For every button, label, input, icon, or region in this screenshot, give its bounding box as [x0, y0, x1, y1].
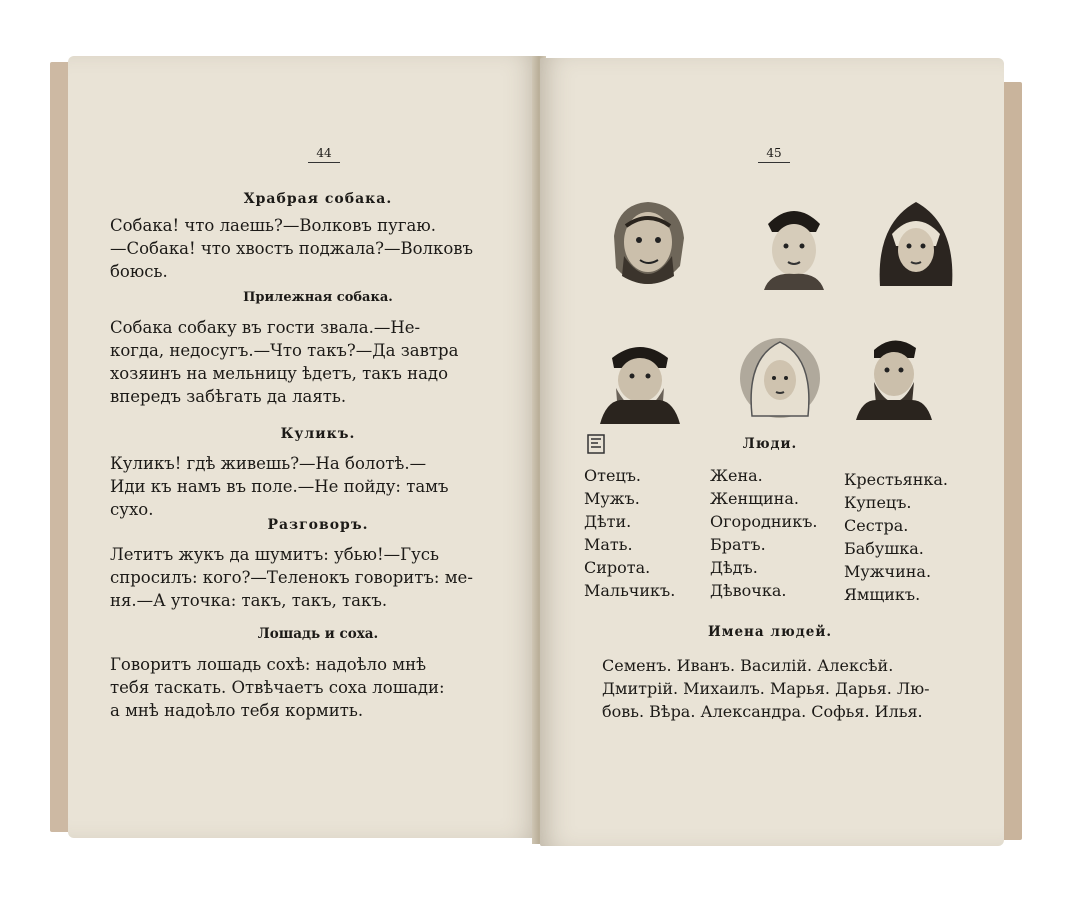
text-line: впередъ забѣгать да лаять. — [110, 387, 347, 406]
printer-ornament-icon — [586, 433, 608, 457]
section-title-names: Имена людей. — [707, 624, 833, 640]
story-text — [110, 653, 510, 722]
word-item: Огородникъ. — [710, 512, 818, 531]
word-item: Дѣти. — [584, 512, 632, 531]
story-title: Прилежная собака. — [243, 290, 393, 305]
story-text — [110, 452, 510, 521]
text-line: боюсь. — [110, 262, 168, 281]
woman-in-headscarf-portrait-icon — [872, 194, 960, 286]
section-title-people: Люди. — [742, 436, 798, 452]
word-item: Крестьянка. — [844, 470, 948, 489]
word-item: Мать. — [584, 535, 633, 554]
story-title: Куликъ. — [280, 426, 356, 442]
word-item: Сестра. — [844, 516, 909, 535]
page-number: 45 — [744, 146, 804, 163]
story-title: Храбрая собака. — [243, 191, 393, 207]
old-woman-in-shawl-portrait-icon — [736, 328, 824, 420]
word-item: Мужчина. — [844, 562, 932, 581]
text-line: Дмитрій. Михаилъ. Марья. Дарья. Лю- — [602, 679, 930, 698]
text-line: Куликъ! гдѣ живешь?—На болотѣ.— — [110, 454, 427, 473]
text-line: Семенъ. Иванъ. Василій. Алексѣй. — [602, 656, 894, 675]
word-item: Купецъ. — [844, 493, 912, 512]
word-item: Мужъ. — [584, 489, 640, 508]
word-item: Отецъ. — [584, 466, 641, 485]
text-line: а мнѣ надоѣло тебя кормить. — [110, 701, 364, 720]
names-text — [602, 654, 962, 723]
boy-in-cap-portrait-icon — [750, 198, 838, 290]
word-item: Сирота. — [584, 558, 651, 577]
text-line: сухо. — [110, 500, 154, 519]
text-line: бовь. Вѣра. Александра. Софья. Илья. — [602, 702, 923, 721]
word-item: Мальчикъ. — [584, 581, 676, 600]
text-line: спросилъ: кого?—Теленокъ говоритъ: ме- — [110, 568, 473, 587]
page-number: 44 — [294, 146, 354, 163]
right-page — [540, 58, 1004, 846]
word-item: Ямщикъ. — [844, 585, 921, 604]
text-line: хозяинъ на мельницу ѣдетъ, такъ надо — [110, 364, 449, 383]
text-line: тебя таскать. Отвѣчаетъ соха лошади: — [110, 678, 445, 697]
text-line: Собака собаку въ гости звала.—Не- — [110, 318, 421, 337]
coachman-in-cap-portrait-icon — [850, 328, 938, 420]
story-title: Разговоръ. — [267, 517, 369, 533]
word-item: Братъ. — [710, 535, 766, 554]
bearded-man-in-hat-portrait-icon — [596, 332, 684, 424]
word-item: Бабушка. — [844, 539, 924, 558]
word-item: Жена. — [710, 466, 763, 485]
story-title: Лошадь и соха. — [257, 626, 379, 642]
old-man-portrait-icon — [604, 196, 692, 288]
text-line: Летитъ жукъ да шумитъ: убью!—Гусь — [110, 545, 440, 564]
story-text — [110, 543, 510, 612]
text-line: ня.—А уточка: такъ, такъ, такъ. — [110, 591, 388, 610]
word-item: Женщина. — [710, 489, 799, 508]
text-line: когда, недосугъ.—Что такъ?—Да завтра — [110, 341, 459, 360]
left-page — [68, 56, 538, 838]
word-item: Дѣвочка. — [710, 581, 787, 600]
text-line: Иди къ намъ въ поле.—Не пойду: тамъ — [110, 477, 449, 496]
word-column — [710, 464, 817, 602]
text-line: —Собака! что хвостъ поджала?—Волковъ — [110, 239, 474, 258]
text-line: Говоритъ лошадь сохѣ: надоѣло мнѣ — [110, 655, 427, 674]
word-item: Дѣдъ. — [710, 558, 758, 577]
word-column — [584, 464, 675, 602]
word-column — [844, 468, 948, 606]
story-text — [110, 214, 510, 283]
text-line: Собака! что лаешь?—Волковъ пугаю. — [110, 216, 436, 235]
story-text — [110, 316, 510, 408]
